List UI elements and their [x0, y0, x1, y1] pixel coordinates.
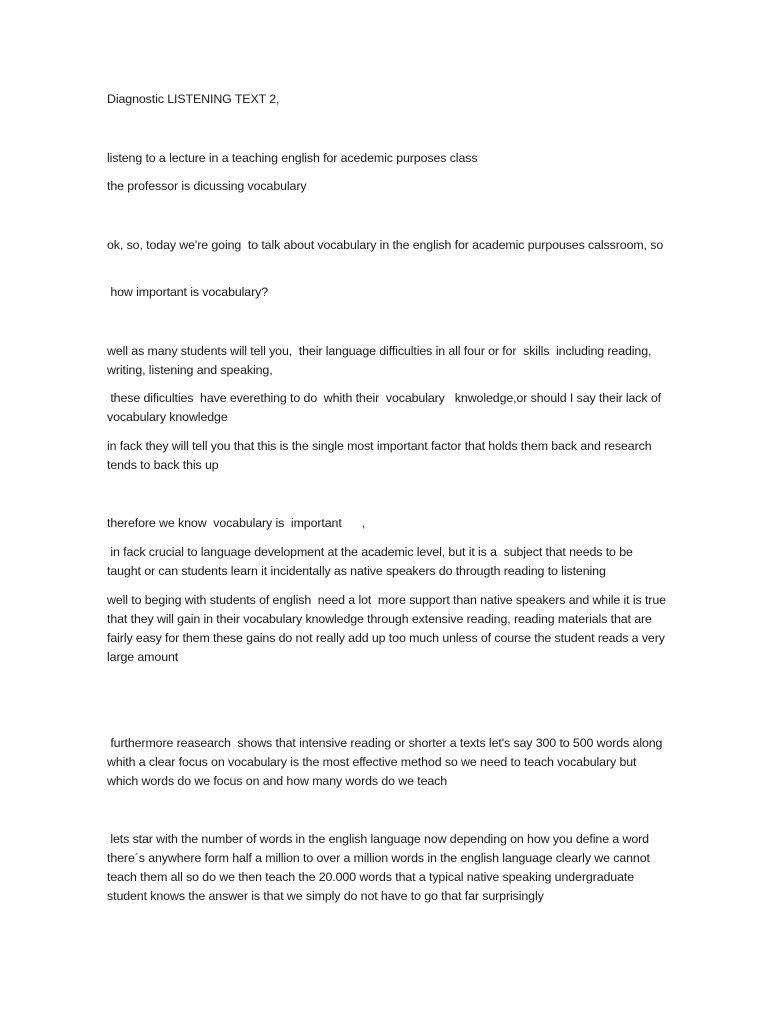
paragraph-7: in fack they will tell you that this is the single most important factor that holds them back and research tends to back this up [107, 439, 655, 472]
paragraph-8: therefore we know vocabulary is important , [107, 516, 366, 530]
paragraph-2: the professor is dicussing vocabulary [107, 179, 307, 193]
paragraph-9: in fack crucial to language development at the academic level, but it is a subject that needs to be taught or can students learn it incidentally as native speakers do througth reading to listening [107, 545, 637, 578]
paragraph-4: how important is vocabulary? [107, 285, 269, 299]
paragraph-1: listeng to a lecture in a teaching english for acedemic purposes class [107, 151, 478, 165]
paragraph-5: well as many students will tell you, their language difficulties in all four or for skills including reading, writing, listening and speaking, [107, 344, 655, 377]
document-title: Diagnostic LISTENING TEXT 2, [107, 92, 280, 106]
paragraph-11: furthermore reasearch shows that intensive reading or shorter a texts let's say 300 to 500 words along whith a clear focus on vocabulary is the most effective method so we need to teach vocabulary but which words do we focus on and how many words do we teach [107, 736, 666, 788]
paragraph-10: well to beging with students of english need a lot more support than native speakers and while it is true that they will gain in their vocabulary knowledge through extensive reading, reading materials that are fairly easy for them these gains do not really add up too much unless of course the student reads a very large amount [107, 593, 670, 664]
paragraph-3: ok, so, today we're going to talk about vocabulary in the english for academic purpouses calssroom, so [107, 238, 664, 252]
paragraph-12: lets star with the number of words in the english language now depending on how you define a word there´s anywhere form half a million to over a million words in the english language clearly we cannot teach them all so do we then teach the 20.000 words that a typical native speaking undergraduate student knows the answer is that we simply do not have to go that far surprisingly [107, 832, 654, 903]
paragraph-6: these dificulties have everething to do whith their vocabulary knwoledge,or should I say their lack of vocabulary knowledge [107, 391, 668, 424]
